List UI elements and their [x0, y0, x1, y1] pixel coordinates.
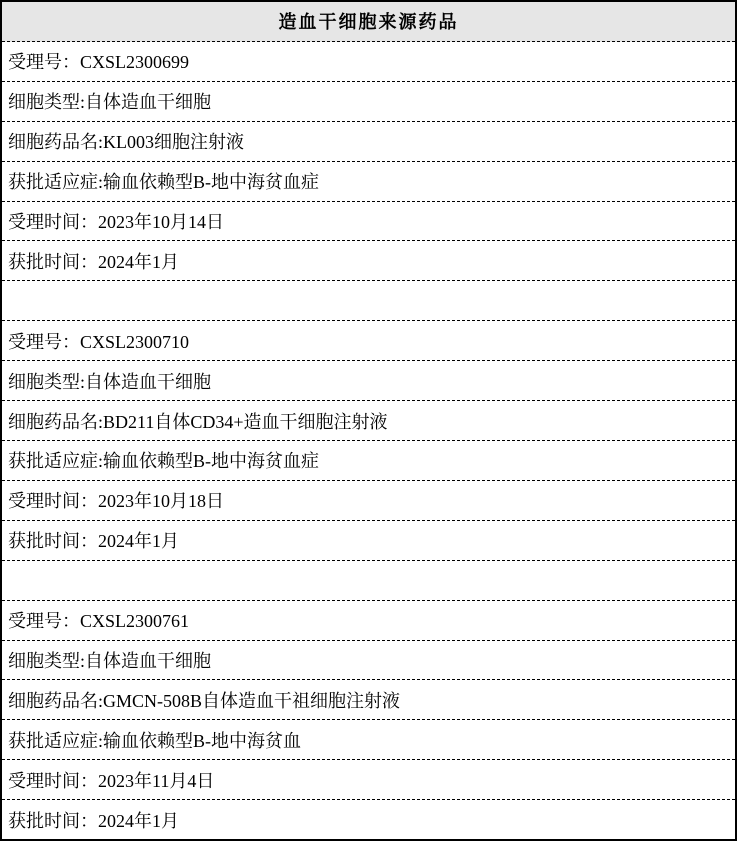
- indication-text: 获批适应症:输血依赖型B-地中海贫血: [8, 730, 301, 751]
- row-acceptance-date: [2, 481, 735, 521]
- spacer-row: [2, 281, 735, 321]
- row-cell-type: [2, 641, 735, 681]
- row-cell-type: [2, 82, 735, 122]
- row-acceptance-no: [2, 42, 735, 82]
- row-acceptance-date: [2, 760, 735, 800]
- row-drug-name: [2, 122, 735, 162]
- row-approval-date: [2, 241, 735, 281]
- approval-date-text: 获批时间：2024年1月: [8, 251, 179, 272]
- row-approval-date: [2, 521, 735, 561]
- row-cell-type: [2, 361, 735, 401]
- row-approval-date: [2, 800, 735, 839]
- acceptance-date-text: 受理时间：2023年10月14日: [8, 211, 224, 232]
- table-title-row: [2, 2, 735, 42]
- row-acceptance-date: [2, 202, 735, 242]
- approval-date-text: 获批时间：2024年1月: [8, 810, 179, 831]
- acceptance-no-text: 受理号：CXSL2300699: [8, 52, 190, 73]
- acceptance-date-text: 受理时间：2023年11月4日: [8, 770, 215, 791]
- spacer-row: [2, 561, 735, 601]
- acceptance-date-text: 受理时间：2023年10月18日: [8, 491, 224, 512]
- cell-type-text: 细胞类型:自体造血干细胞: [8, 92, 211, 113]
- approval-date-text: 获批时间：2024年1月: [8, 531, 179, 552]
- cell-type-text: 细胞类型:自体造血干细胞: [8, 371, 211, 392]
- row-drug-name: [2, 401, 735, 441]
- row-drug-name: [2, 680, 735, 720]
- drug-name-text: 细胞药品名:KL003细胞注射液: [8, 132, 244, 153]
- row-acceptance-no: [2, 321, 735, 361]
- table-title: 造血干细胞来源药品: [278, 12, 459, 33]
- acceptance-no-text: 受理号：CXSL2300710: [8, 331, 190, 352]
- drug-name-text: 细胞药品名:GMCN-508B自体造血干祖细胞注射液: [8, 690, 401, 711]
- row-indication: [2, 162, 735, 202]
- cell-type-text: 细胞类型:自体造血干细胞: [8, 650, 211, 671]
- row-indication: [2, 441, 735, 481]
- acceptance-no-text: 受理号：CXSL2300761: [8, 611, 190, 632]
- indication-text: 获批适应症:输血依赖型B-地中海贫血症: [8, 172, 319, 193]
- drug-name-text: 细胞药品名:BD211自体CD34+造血干细胞注射液: [8, 411, 388, 432]
- row-acceptance-no: [2, 601, 735, 641]
- row-indication: [2, 720, 735, 760]
- indication-text: 获批适应症:输血依赖型B-地中海贫血症: [8, 451, 319, 472]
